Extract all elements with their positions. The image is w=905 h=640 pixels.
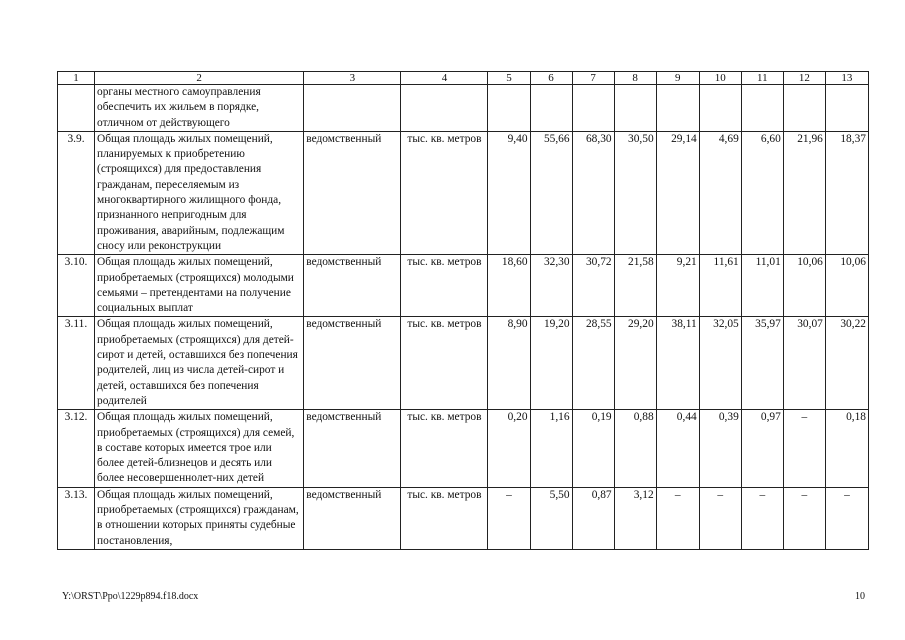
table-row xyxy=(58,317,869,410)
column-number-header: 11 xyxy=(741,72,783,85)
column-number-header: 12 xyxy=(783,72,825,85)
value-cell: 9,21 xyxy=(656,255,699,317)
value-cell: 68,30 xyxy=(572,131,614,254)
value-cell: – xyxy=(825,487,868,549)
unit-of-measure: тыс. кв. метров xyxy=(401,317,488,410)
data-source: ведомственный xyxy=(304,255,401,317)
value-cell: 38,11 xyxy=(656,317,699,410)
value-cell: – xyxy=(741,487,783,549)
column-number-header: 13 xyxy=(825,72,868,85)
value-cell: 30,50 xyxy=(614,131,656,254)
column-number-header: 10 xyxy=(699,72,741,85)
indicator-name: Общая площадь жилых помещений, приобретаемых (строящихся) для детей-сирот и детей, оставшихся без попечения родителей, лиц из числа детей-сирот и детей, оставшихся без попечения родителей xyxy=(95,317,304,410)
column-number-header: 2 xyxy=(95,72,304,85)
value-cell: – xyxy=(699,487,741,549)
table-row xyxy=(58,255,869,317)
value-cell: 3,12 xyxy=(614,487,656,549)
data-source: ведомственный xyxy=(304,317,401,410)
value-cell: 21,58 xyxy=(614,255,656,317)
unit-of-measure: тыс. кв. метров xyxy=(401,487,488,549)
value-cell: 32,30 xyxy=(530,255,572,317)
value-cell: 10,06 xyxy=(825,255,868,317)
column-number-header: 5 xyxy=(488,72,530,85)
value-cell: 9,40 xyxy=(488,131,530,254)
row-number: 3.9. xyxy=(58,131,95,254)
continuation-text: органы местного самоуправления обеспечить их жильем в порядке, отличном от действующего xyxy=(95,85,304,132)
value-cell: 18,60 xyxy=(488,255,530,317)
value-cell: 55,66 xyxy=(530,131,572,254)
column-number-header: 9 xyxy=(656,72,699,85)
value-cell: 4,69 xyxy=(699,131,741,254)
value-cell: 30,72 xyxy=(572,255,614,317)
row-number: 3.10. xyxy=(58,255,95,317)
indicator-name: Общая площадь жилых помещений, приобретаемых (строящихся) гражданам, в отношении которых приняты судебные постановления, xyxy=(95,487,304,549)
value-cell: 8,90 xyxy=(488,317,530,410)
header-row xyxy=(58,72,869,85)
value-cell: 11,61 xyxy=(699,255,741,317)
continuation-row xyxy=(58,85,869,132)
row-number: 3.13. xyxy=(58,487,95,549)
column-number-header: 7 xyxy=(572,72,614,85)
value-cell: 30,07 xyxy=(783,317,825,410)
row-number: 3.12. xyxy=(58,410,95,487)
data-source: ведомственный xyxy=(304,487,401,549)
value-cell: 6,60 xyxy=(741,131,783,254)
data-source: ведомственный xyxy=(304,131,401,254)
column-number-header: 1 xyxy=(58,72,95,85)
value-cell: 0,19 xyxy=(572,410,614,487)
table-row xyxy=(58,410,869,487)
value-cell: 19,20 xyxy=(530,317,572,410)
value-cell: 1,16 xyxy=(530,410,572,487)
column-number-header: 4 xyxy=(401,72,488,85)
unit-of-measure: тыс. кв. метров xyxy=(401,255,488,317)
value-cell: 29,20 xyxy=(614,317,656,410)
value-cell: – xyxy=(783,487,825,549)
value-cell: 30,22 xyxy=(825,317,868,410)
value-cell: – xyxy=(783,410,825,487)
value-cell: 0,97 xyxy=(741,410,783,487)
value-cell: – xyxy=(656,487,699,549)
value-cell: 0,88 xyxy=(614,410,656,487)
file-path-footer: Y:\ORST\Ppo\1229p894.f18.docx xyxy=(62,591,199,602)
value-cell: 0,20 xyxy=(488,410,530,487)
value-cell: 35,97 xyxy=(741,317,783,410)
value-cell: 29,14 xyxy=(656,131,699,254)
unit-of-measure: тыс. кв. метров xyxy=(401,131,488,254)
indicator-name: Общая площадь жилых помещений, планируемых к приобретению (строящихся) для предоставления гражданам, переселяемым из многоквартирного жилищного фонда, признанного непригодным для проживания, аварийным, подлежащим сносу или реконструкции xyxy=(95,131,304,254)
value-cell: 0,39 xyxy=(699,410,741,487)
page-number: 10 xyxy=(855,591,865,602)
indicator-name: Общая площадь жилых помещений, приобретаемых (строящихся) для семей, в составе которых имеется трое или более детей-близнецов и десять или более несовершеннолет-них детей xyxy=(95,410,304,487)
value-cell: 28,55 xyxy=(572,317,614,410)
value-cell: 32,05 xyxy=(699,317,741,410)
value-cell: 18,37 xyxy=(825,131,868,254)
value-cell: 0,44 xyxy=(656,410,699,487)
table-row xyxy=(58,131,869,254)
row-number: 3.11. xyxy=(58,317,95,410)
value-cell: 11,01 xyxy=(741,255,783,317)
table-row xyxy=(58,487,869,549)
unit-of-measure: тыс. кв. метров xyxy=(401,410,488,487)
column-number-header: 6 xyxy=(530,72,572,85)
value-cell: 5,50 xyxy=(530,487,572,549)
column-number-header: 8 xyxy=(614,72,656,85)
value-cell: 0,18 xyxy=(825,410,868,487)
indicators-table xyxy=(57,71,869,550)
column-number-header: 3 xyxy=(304,72,401,85)
value-cell: 10,06 xyxy=(783,255,825,317)
value-cell: 0,87 xyxy=(572,487,614,549)
value-cell: – xyxy=(488,487,530,549)
indicator-name: Общая площадь жилых помещений, приобретаемых (строящихся) молодыми семьями – претендентами на получение социальных выплат xyxy=(95,255,304,317)
value-cell: 21,96 xyxy=(783,131,825,254)
data-source: ведомственный xyxy=(304,410,401,487)
